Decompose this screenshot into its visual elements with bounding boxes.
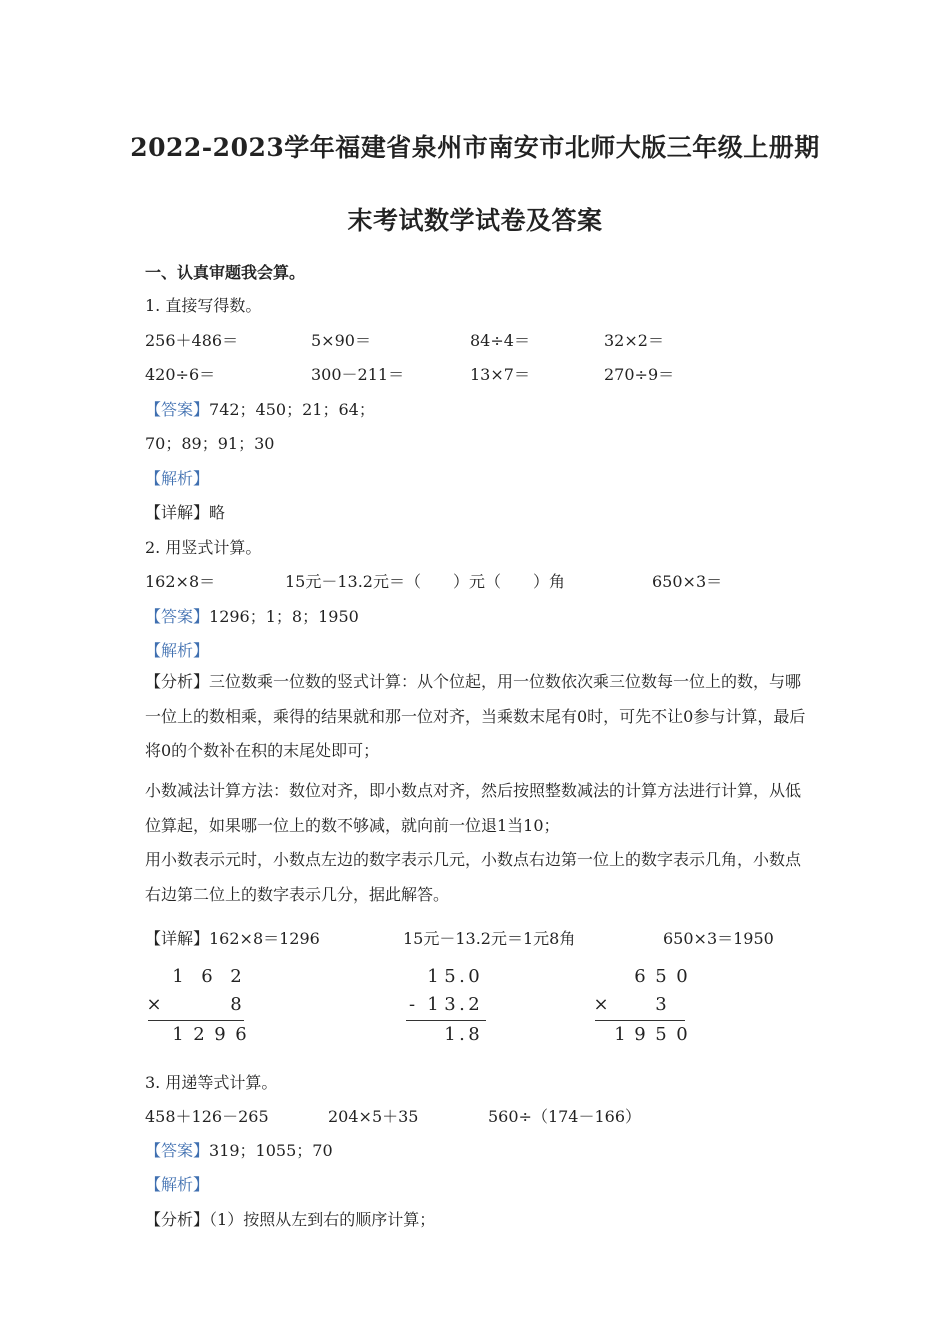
fenxi-text: （1）按照从左到右的顺序计算； xyxy=(209,1210,436,1229)
answer-tag: 【答案】 xyxy=(145,1141,210,1160)
answer-text: 319；1055；70 xyxy=(209,1141,333,1160)
vertical-top-row xyxy=(588,966,688,990)
operator: - xyxy=(408,994,416,1015)
digit: 8 xyxy=(468,1024,480,1045)
digit: 1 xyxy=(172,966,184,987)
q1-item: 300－211＝ xyxy=(311,365,405,384)
vertical-divider-line xyxy=(406,1020,486,1021)
digit: 5 xyxy=(655,966,667,987)
digit: . xyxy=(459,1024,465,1045)
q3-analysis-tag: 【解析】 xyxy=(145,1175,210,1194)
q1-analysis-tag: 【解析】 xyxy=(145,469,210,488)
page-title-line-1: 2022-2023学年福建省泉州市南安市北师大版三年级上册期 xyxy=(130,133,820,162)
digit: 3 xyxy=(444,994,456,1015)
digit: 1 xyxy=(614,1024,626,1045)
answer-text: 1296；1；8；1950 xyxy=(209,607,359,626)
digit: 5 xyxy=(444,966,456,987)
digit: 1 xyxy=(427,994,439,1015)
q2-answer xyxy=(145,604,359,627)
digit: 2 xyxy=(230,966,242,987)
question-3-label: 3. 用递等式计算。 xyxy=(145,1073,278,1092)
q1-item: 270÷9＝ xyxy=(604,365,675,384)
digit: 6 xyxy=(235,1024,247,1045)
q1-item: 13×7＝ xyxy=(470,365,530,384)
q3-item: 458＋126－265 xyxy=(145,1107,269,1126)
vertical-mid-row xyxy=(400,994,500,1018)
digit: 8 xyxy=(230,994,242,1015)
question-2-label: 2. 用竖式计算。 xyxy=(145,538,262,557)
q3-analysis xyxy=(145,1207,435,1230)
fenxi-text: 三位数乘一位数的竖式计算：从个位起，用一位数依次乘三位数每一位上的数，与哪一位上的数相乘，乘得的结果就和那一位对齐，当乘数末尾有0时，可先不让0参与计算，最后将0的个数补在积的末尾处即可； xyxy=(145,672,806,760)
digit: 5 xyxy=(655,1024,667,1045)
q2-analysis-tag: 【解析】 xyxy=(145,641,210,660)
q1-item: 420÷6＝ xyxy=(145,365,216,384)
detail-text: 略 xyxy=(209,503,226,522)
digit: 3 xyxy=(655,994,667,1015)
q2-detail-item: 162×8＝1296 xyxy=(209,929,320,948)
vertical-divider-line xyxy=(595,1020,685,1021)
q2-detail-item: 650×3＝1950 xyxy=(663,929,774,948)
vertical-calc-subtract xyxy=(400,966,490,1056)
vertical-mid-row xyxy=(145,994,245,1018)
fenxi-tag: 【分析】 xyxy=(145,1210,210,1229)
answer-text: 742；450；21；64； xyxy=(209,400,375,419)
q2-item: 650×3＝ xyxy=(652,572,723,591)
q2-detail-tag: 【详解】 xyxy=(145,929,210,948)
vertical-top-row xyxy=(145,966,245,990)
digit: 1 xyxy=(427,966,439,987)
page-title-line-2: 末考试数学试卷及答案 xyxy=(347,206,603,235)
q1-answer xyxy=(145,397,375,420)
digit: 2 xyxy=(468,994,480,1015)
q2-item: 162×8＝ xyxy=(145,572,216,591)
vertical-top-row xyxy=(400,966,500,990)
q3-item: 560÷（174－166） xyxy=(488,1107,642,1126)
q1-item: 84÷4＝ xyxy=(470,331,530,350)
digit: 6 xyxy=(634,966,646,987)
digit: . xyxy=(459,994,465,1015)
answer-tag: 【答案】 xyxy=(145,607,210,626)
digit: 6 xyxy=(201,966,213,987)
digit: 0 xyxy=(676,966,688,987)
digit: 0 xyxy=(676,1024,688,1045)
digit: 2 xyxy=(193,1024,205,1045)
digit: 9 xyxy=(634,1024,646,1045)
vertical-result-row xyxy=(588,1024,688,1048)
digit: . xyxy=(459,966,465,987)
answer-tag: 【答案】 xyxy=(145,400,210,419)
digit: 1 xyxy=(172,1024,184,1045)
q1-item: 256＋486＝ xyxy=(145,331,239,350)
vertical-result-row xyxy=(145,1024,245,1048)
operator: × xyxy=(593,994,609,1015)
vertical-divider-line xyxy=(148,1020,244,1021)
detail-tag: 【详解】 xyxy=(145,503,210,522)
fenxi-tag: 【分析】 xyxy=(145,672,210,691)
q1-detail xyxy=(145,500,225,523)
vertical-calc-multiply-650 xyxy=(588,966,688,1056)
q3-item: 204×5＋35 xyxy=(328,1107,419,1126)
q1-item: 32×2＝ xyxy=(604,331,664,350)
q3-answer xyxy=(145,1138,333,1161)
question-1-label: 1. 直接写得数。 xyxy=(145,296,262,315)
section-heading: 一、认真审题我会算。 xyxy=(145,263,306,282)
q2-analysis-paragraph-1 xyxy=(145,665,810,769)
digit: 1 xyxy=(444,1024,456,1045)
vertical-mid-row xyxy=(588,994,688,1018)
q1-answer-line-2: 70；89；91；30 xyxy=(145,434,275,453)
operator: × xyxy=(146,994,162,1015)
vertical-calc-multiply-162 xyxy=(145,966,245,1056)
digit: 9 xyxy=(214,1024,226,1045)
q2-analysis-paragraph-2: 小数减法计算方法：数位对齐，即小数点对齐，然后按照整数减法的计算方法进行计算，从低位算起，如果哪一位上的数不够减，就向前一位退1当10； xyxy=(145,781,802,835)
q2-analysis-paragraph-3: 用小数表示元时，小数点左边的数字表示几元，小数点右边第一位上的数字表示几角，小数点右边第二位上的数字表示几分，据此解答。 xyxy=(145,850,802,904)
vertical-result-row xyxy=(400,1024,500,1048)
digit: 0 xyxy=(468,966,480,987)
q1-item: 5×90＝ xyxy=(311,331,371,350)
q2-detail-item: 15元－13.2元＝1元8角 xyxy=(403,929,576,948)
q2-item: 15元－13.2元＝（ ）元（ ）角 xyxy=(285,572,565,591)
